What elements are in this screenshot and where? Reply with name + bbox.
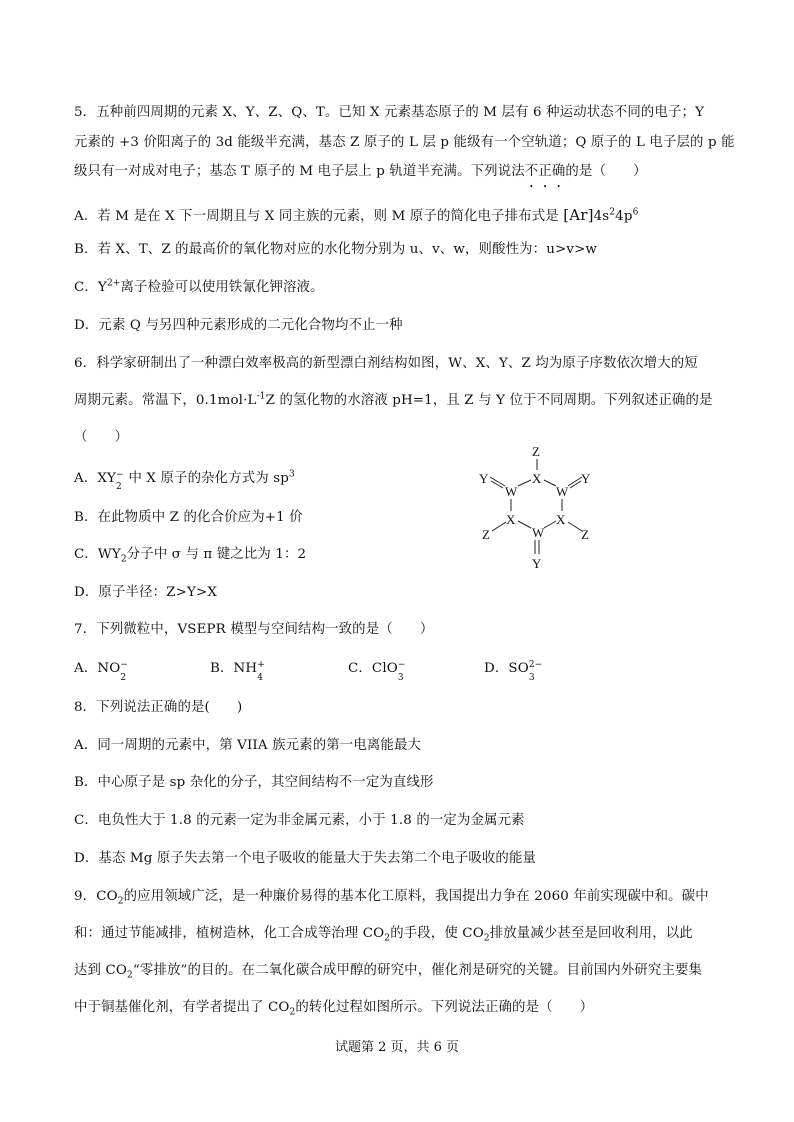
electron-config-4s: 4s bbox=[593, 209, 610, 224]
q5-option-c-pre: C．Y bbox=[74, 280, 107, 295]
q7-option-c-sup: − bbox=[397, 660, 406, 670]
q5-option-c bbox=[74, 278, 324, 298]
bond bbox=[544, 521, 556, 528]
q7-option-a-sub: 2 bbox=[120, 673, 127, 683]
q7-stem: 7．下列微粒中，VSEPR 模型与空间结构一致的是（ ） bbox=[74, 622, 434, 637]
bond bbox=[544, 480, 556, 486]
q7-option-a-label: A．NO bbox=[74, 661, 121, 676]
q7-option-b-sub: 4 bbox=[257, 673, 264, 683]
electron-config-4p-sup: 6 bbox=[632, 207, 639, 218]
q7-option-d-label: D．SO bbox=[484, 661, 529, 676]
q5-option-a-text: A．若 M 是在 X 下一周期且与 X 同主族的元素，则 M 原子的简化电子排布式是 bbox=[74, 209, 559, 224]
q7-option-d-sup: 2− bbox=[528, 660, 543, 670]
q9-l4-pre: 中于铜基催化剂，有学者提出了 CO bbox=[74, 1000, 290, 1015]
q8-stem: 8．下列说法正确的是( ) bbox=[74, 700, 243, 715]
q8-option-b: B．中心原子是 sp 杂化的分子，其空间结构不一定为直线形 bbox=[74, 775, 434, 790]
q7-option-d-sub: 3 bbox=[528, 673, 535, 683]
q9-l3-pre: 达到 CO bbox=[74, 963, 128, 978]
page-footer: 试题第 2 页，共 6 页 bbox=[334, 1040, 460, 1055]
electron-config-core: [Ar] bbox=[563, 206, 594, 224]
q9-l2-sub1: 2 bbox=[384, 933, 391, 944]
q6-option-d: D．原子半径：Z>Y>X bbox=[74, 585, 217, 600]
q9-l1-sub: 2 bbox=[117, 896, 124, 907]
bond bbox=[568, 522, 582, 531]
atom-x-top: X bbox=[532, 471, 542, 486]
q7-option-a bbox=[74, 659, 129, 683]
q6-option-a-sp-sup: 3 bbox=[288, 469, 295, 480]
q6-option-a-sub: 2 bbox=[116, 482, 122, 492]
q8-option-c: C．电负性大于 1.8 的元素一定为非金属元素，小于 1.8 的一定为金属元素 bbox=[74, 813, 525, 828]
emphasis-char: 不 bbox=[524, 164, 539, 179]
q8-option-d: D．基态 Mg 原子失去第一个电子吸收的能量大于失去第二个电子吸收的能量 bbox=[74, 851, 537, 866]
q6-option-a-mid: 中 X 原子的杂化方式为 sp bbox=[124, 471, 289, 486]
q6-option-c bbox=[74, 545, 306, 565]
q7-option-c bbox=[348, 659, 407, 683]
q7-option-d bbox=[484, 659, 543, 683]
q9-l1-pre: 9．CO bbox=[74, 889, 118, 904]
q5-stem-line-3-post: 的是（ ） bbox=[565, 164, 647, 179]
q6-option-c-pre: C．WY bbox=[74, 547, 121, 562]
q6-stem-line-2-pre: 周期元素。常温下，0.1mol·L bbox=[74, 393, 257, 408]
q6-stem-line-2-post: Z 的氢化物的水溶液 pH=1，且 Z 与 Y 位于不同周期。下列叙述正确的是 bbox=[265, 393, 713, 408]
q7-option-c-label: C．ClO bbox=[348, 661, 398, 676]
atom-z-right: Z bbox=[581, 527, 589, 542]
q9-l2-post: 排放量减少甚至是回收利用，以此 bbox=[489, 926, 693, 941]
q5-option-c-post: 离子检验可以使用铁氰化钾溶液。 bbox=[120, 280, 324, 295]
q9-stem-line-3 bbox=[74, 961, 702, 981]
q5-stem-line-2: 元素的 +3 价阳离子的 3d 能级半充满，基态 Z 原子的 L 层 p 能级有一个空轨道；Q 原子的 L 电子层的 p 能 bbox=[74, 135, 735, 150]
q5-stem-line-3-pre: 级只有一对成对电子；基态 T 原子的 M 电子层上 p 轨道半充满。下列说法 bbox=[74, 164, 525, 179]
q9-stem-line-4 bbox=[74, 998, 593, 1018]
atom-z-top: Z bbox=[532, 444, 540, 459]
q5-option-a bbox=[74, 205, 638, 227]
q6-option-c-post: 分子中 σ 与 π 键之比为 1：2 bbox=[126, 547, 307, 562]
q7-option-b-sup: + bbox=[257, 660, 265, 670]
bond bbox=[518, 521, 531, 528]
bleach-structure-diagram bbox=[470, 440, 610, 575]
atom-w-right: W bbox=[556, 484, 569, 499]
q5-option-d: D．元素 Q 与另四种元素形成的二元化合物均不止一种 bbox=[74, 318, 403, 333]
atom-w-left: W bbox=[505, 484, 518, 499]
double-bond bbox=[491, 481, 503, 488]
q9-l3-sub: 2 bbox=[127, 970, 133, 981]
q7-option-a-sup: − bbox=[120, 660, 129, 670]
emphasis-char: 正 bbox=[538, 164, 552, 179]
q6-stem-line-2-sup: -1 bbox=[256, 391, 266, 402]
atom-y-bottom: Y bbox=[532, 556, 542, 571]
q6-option-a-sup: − bbox=[116, 470, 124, 480]
electron-config-4s-sup: 2 bbox=[609, 207, 616, 218]
q6-option-a-pre: A．XY bbox=[74, 471, 117, 486]
q6-option-c-sub: 2 bbox=[120, 554, 127, 565]
q7-option-c-sub: 3 bbox=[397, 673, 404, 683]
q6-stem-line-2 bbox=[74, 391, 713, 411]
q9-stem-line-2 bbox=[74, 924, 693, 944]
emphasis-char: 确 bbox=[551, 164, 566, 179]
q8-option-a: A．同一周期的元素中，第 VIIA 族元素的第一电离能最大 bbox=[74, 738, 422, 753]
atom-w-bottom: W bbox=[532, 525, 545, 540]
q5-stem-line-1: 5．五种前四周期的元素 X、Y、Z、Q、T。已知 X 元素基态原子的 M 层有 6 种运动状态不同的电子；Y bbox=[74, 105, 705, 120]
electron-config-4p: 4p bbox=[615, 209, 633, 224]
bond bbox=[492, 522, 506, 531]
q9-l4-post: 的转化过程如图所示。下列说法正确的是（ ） bbox=[295, 1000, 594, 1015]
atom-y-left: Y bbox=[479, 471, 489, 486]
q5-stem-line-3 bbox=[74, 162, 647, 182]
atom-z-left: Z bbox=[482, 527, 490, 542]
q9-l3-post: “零排放”的目的。在二氧化碳合成甲醇的研究中，催化剂是研究的关键。目前国内外研究主要集 bbox=[132, 963, 703, 978]
q6-stem-line-3: （ ） bbox=[74, 430, 129, 445]
q9-stem-line-1 bbox=[74, 887, 709, 907]
q5-option-b: B．若 X、T、Z 的最高价的氧化物对应的水化物分别为 u、v、w，则酸性为：u>v>w bbox=[74, 242, 598, 257]
atom-x-right: X bbox=[556, 512, 566, 527]
bond bbox=[518, 480, 531, 486]
q9-l2-sub2: 2 bbox=[483, 933, 490, 944]
q6-stem-line-1: 6．科学家研制出了一种漂白效率极高的新型漂白剂结构如图，W、X、Y、Z 均为原子序数依次增大的短 bbox=[74, 356, 698, 371]
atom-y-right: Y bbox=[581, 471, 591, 486]
double-bond bbox=[570, 481, 581, 488]
q9-l4-sub: 2 bbox=[289, 1007, 296, 1018]
q9-l2-mid: 的手段，使 CO bbox=[390, 926, 484, 941]
q5-option-c-sup: 2+ bbox=[106, 278, 121, 289]
q6-option-a bbox=[74, 469, 295, 492]
q7-option-b-label: B．NH bbox=[210, 661, 258, 676]
q7-option-b bbox=[210, 659, 266, 683]
atom-x-left: X bbox=[506, 512, 516, 527]
q9-l1-post: 的应用领域广泛，是一种廉价易得的基本化工原料，我国提出力争在 2060 年前实现碳中和。碳中 bbox=[123, 889, 709, 904]
q6-option-b: B．在此物质中 Z 的化合价应为+1 价 bbox=[74, 510, 303, 525]
q9-l2-pre: 和：通过节能减排，植树造林，化工合成等治理 CO bbox=[74, 926, 385, 941]
